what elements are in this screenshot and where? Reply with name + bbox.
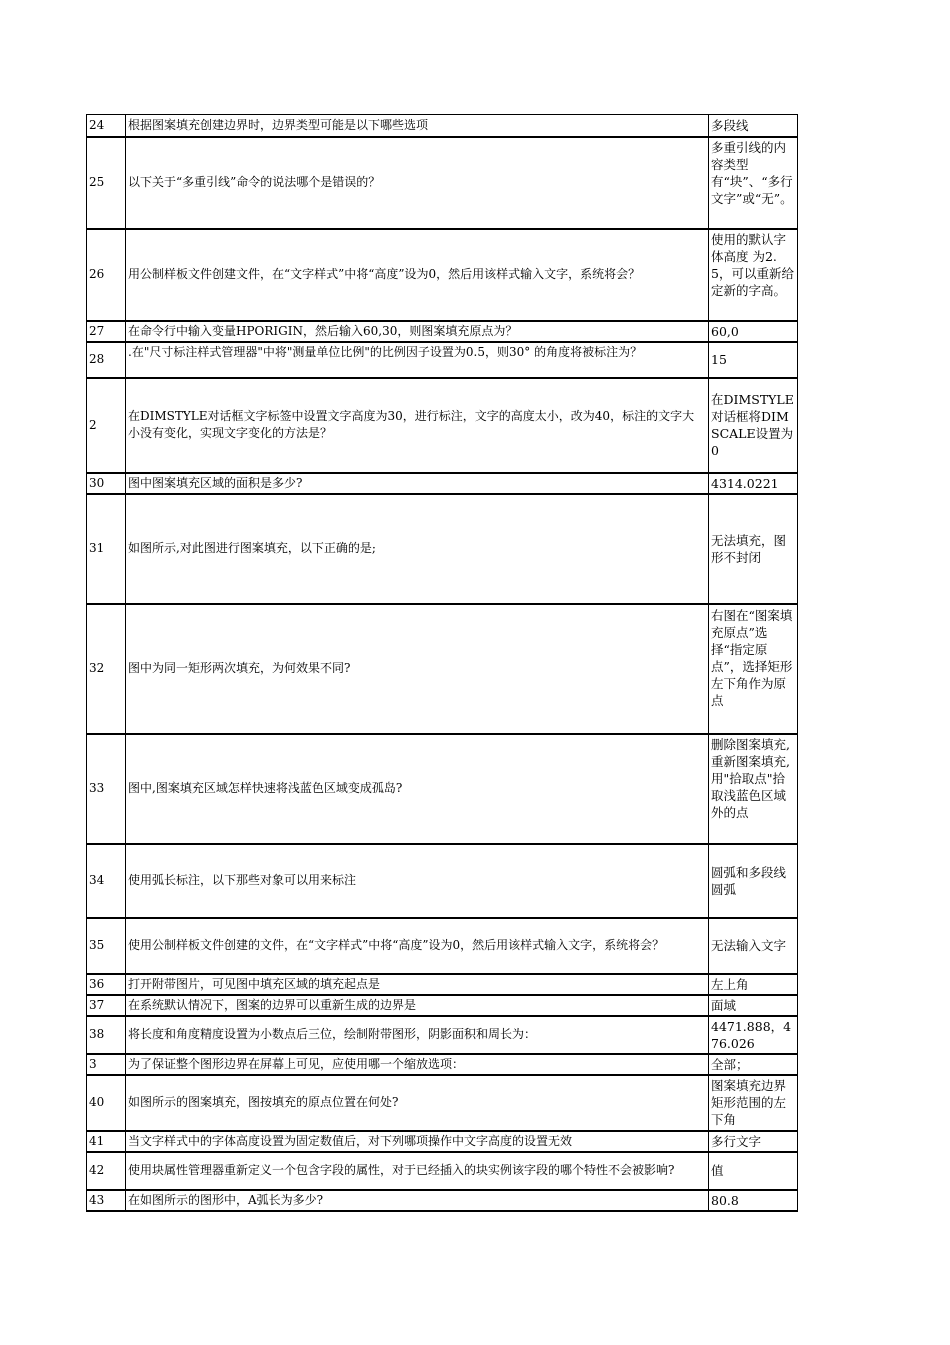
answer-clip: 右图在“图案填充原点”选择“指定原点”，选择矩形左下角作为原点: [711, 607, 793, 708]
answer-text: 在DIMSTYLE对话框将DIMSCALE设置为0: [709, 378, 798, 473]
row-number: 25: [87, 137, 126, 229]
row-number: 33: [87, 734, 126, 844]
row-number: 28: [87, 342, 126, 378]
answer-text: 面域: [709, 995, 798, 1016]
answer-text: 无法填充，图形不封闭: [709, 494, 798, 604]
table-row: [87, 321, 798, 342]
table-row: [87, 995, 798, 1016]
table-row: [87, 378, 798, 473]
table-row: [87, 604, 798, 734]
answer-clip: 多重引线的内容类型有“块”、“多行文字”或“无”。: [711, 139, 793, 206]
question-text: 在命令行中输入变量HPORIGIN，然后输入60,30，则图案填充原点为？: [126, 321, 709, 342]
answer-text: 圆弧和多段线圆弧: [709, 844, 798, 918]
row-number: 26: [87, 229, 126, 321]
answer-text: 多行文字: [709, 1131, 798, 1152]
answer-text: 全部；: [709, 1054, 798, 1075]
question-text: [126, 342, 709, 378]
row-number: 40: [87, 1075, 126, 1131]
table-row: [87, 1016, 798, 1054]
table-row: [87, 115, 798, 137]
row-number: 27: [87, 321, 126, 342]
row-number: 2: [87, 378, 126, 473]
answer-text: [709, 229, 798, 321]
question-text: 在如图所示的图形中，A弧长为多少?: [126, 1190, 709, 1211]
question-text: 以下关于“多重引线”命令的说法哪个是错误的？: [126, 137, 709, 229]
question-text: 用公制样板文件创建文件，在“文字样式”中将“高度”设为0，然后用该样式输入文字，系统将会？: [126, 229, 709, 321]
row-number: 31: [87, 494, 126, 604]
answer-text: 60,0: [709, 321, 798, 342]
answer-text: 4314.0221: [709, 473, 798, 494]
row-number: 38: [87, 1016, 126, 1054]
table-row: [87, 844, 798, 918]
question-table-body: [87, 115, 798, 1211]
row-number: 30: [87, 473, 126, 494]
question-text: 如图所示的图案填充，图按填充的原点位置在何处?: [126, 1075, 709, 1131]
answer-text: 多段线: [709, 115, 798, 137]
row-number: 35: [87, 918, 126, 974]
question-text: 如图所示,对此图进行图案填充，以下正确的是;: [126, 494, 709, 604]
table-row: [87, 1152, 798, 1190]
question-text: 当文字样式中的字体高度设置为固定数值后，对下列哪项操作中文字高度的设置无效: [126, 1131, 709, 1152]
question-text: 在系统默认情况下，图案的边界可以重新生成的边界是: [126, 995, 709, 1016]
table-row: [87, 473, 798, 494]
row-number: 34: [87, 844, 126, 918]
table-row: [87, 1054, 798, 1075]
table-row: [87, 494, 798, 604]
question-text: 使用公制样板文件创建的文件，在“文字样式”中将“高度”设为0，然后用该样式输入文字，系统将会？: [126, 918, 709, 974]
table-row: [87, 229, 798, 321]
answer-text: [709, 604, 798, 734]
answer-text: [709, 137, 798, 229]
table-row: [87, 1190, 798, 1211]
answer-text: 无法输入文字: [709, 918, 798, 974]
answer-clip: 删除图案填充,重新图案填充,用"拾取点"拾取浅蓝色区域外的点: [711, 736, 790, 820]
question-text: 图中图案填充区域的面积是多少?: [126, 473, 709, 494]
row-number: 41: [87, 1131, 126, 1152]
question-text: 在DIMSTYLE对话框文字标签中设置文字高度为30，进行标注，文字的高度太小，改为40，标注的文字大小没有变化，实现文字变化的方法是？: [126, 378, 709, 473]
table-row: [87, 1075, 798, 1131]
question-text: 将长度和角度精度设置为小数点后三位，绘制附带图形，阴影面积和周长为：: [126, 1016, 709, 1054]
question-text: 根据图案填充创建边界时，边界类型可能是以下哪些选项: [126, 115, 709, 137]
answer-text: 图案填充边界矩形范围的左下角: [709, 1075, 798, 1131]
answer-text: 值: [709, 1152, 798, 1190]
question-clip: .在"尺寸标注样式管理器"中将"测量单位比例"的比例因子设置为0.5，则30° 的角度将被标注为？: [128, 344, 643, 359]
answer-text: 15: [709, 342, 798, 378]
answer-text: 左上角: [709, 974, 798, 995]
table-row: [87, 974, 798, 995]
row-number: 32: [87, 604, 126, 734]
question-text: 使用块属性管理器重新定义一个包含字段的属性，对于已经插入的块实例该字段的哪个特性不会被影响?: [126, 1152, 709, 1190]
table-row: [87, 342, 798, 378]
row-number: 3: [87, 1054, 126, 1075]
table-row: [87, 137, 798, 229]
table-row: [87, 1131, 798, 1152]
question-text: 图中为同一矩形两次填充，为何效果不同?: [126, 604, 709, 734]
question-text: 打开附带图片，可见图中填充区域的填充起点是: [126, 974, 709, 995]
question-text: 图中,图案填充区域怎样快速将浅蓝色区域变成孤岛?: [126, 734, 709, 844]
answer-text: 80.8: [709, 1190, 798, 1211]
row-number: 37: [87, 995, 126, 1016]
row-number: 24: [87, 115, 126, 137]
answer-text: 4471.888，476.026: [709, 1016, 798, 1054]
question-table: [86, 114, 798, 1212]
answer-clip: 使用的默认字体高度 为2.5，可以重新给定新的字高。: [711, 231, 794, 298]
question-text: 使用弧长标注，以下那些对象可以用来标注: [126, 844, 709, 918]
answer-text: [709, 734, 798, 844]
question-text: 为了保证整个图形边界在屏幕上可见，应使用哪一个缩放选项：: [126, 1054, 709, 1075]
table-row: [87, 734, 798, 844]
row-number: 36: [87, 974, 126, 995]
table-row: [87, 918, 798, 974]
row-number: 43: [87, 1190, 126, 1211]
row-number: 42: [87, 1152, 126, 1190]
